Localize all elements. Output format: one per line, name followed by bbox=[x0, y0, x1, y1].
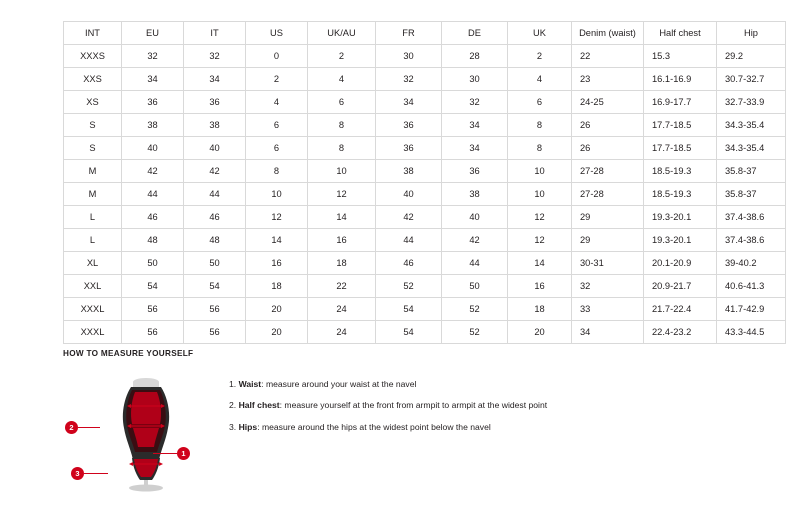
table-cell: 48 bbox=[122, 229, 184, 252]
table-cell: 46 bbox=[184, 206, 246, 229]
table-cell: 30.7-32.7 bbox=[717, 68, 786, 91]
measure-instruction-2 bbox=[229, 401, 547, 410]
table-cell: 36 bbox=[442, 160, 508, 183]
table-header-row bbox=[64, 22, 786, 45]
table-cell: 28 bbox=[442, 45, 508, 68]
table-cell: 20.9-21.7 bbox=[644, 275, 717, 298]
table-cell: 23 bbox=[572, 68, 644, 91]
table-cell: 36 bbox=[376, 137, 442, 160]
instruction-text: : measure around your waist at the navel bbox=[261, 379, 417, 389]
table-cell: 35.8-37 bbox=[717, 183, 786, 206]
table-cell: 6 bbox=[246, 114, 308, 137]
measure-instruction-3 bbox=[229, 423, 547, 432]
table-cell: XXS bbox=[64, 68, 122, 91]
table-cell: 6 bbox=[246, 137, 308, 160]
table-cell: 12 bbox=[246, 206, 308, 229]
table-cell: 54 bbox=[122, 275, 184, 298]
size-chart-table bbox=[63, 21, 786, 344]
column-header-uk-au: UK/AU bbox=[308, 22, 376, 45]
table-cell: 26 bbox=[572, 137, 644, 160]
column-header-eu: EU bbox=[122, 22, 184, 45]
mannequin-illustration-svg bbox=[91, 372, 201, 492]
table-cell: 32 bbox=[376, 68, 442, 91]
table-cell: 39-40.2 bbox=[717, 252, 786, 275]
table-cell: 18.5-19.3 bbox=[644, 183, 717, 206]
table-cell: 8 bbox=[508, 114, 572, 137]
table-cell: 52 bbox=[442, 321, 508, 344]
table-cell: 16 bbox=[508, 275, 572, 298]
bullet-marker-1: 1 bbox=[177, 447, 190, 460]
instruction-number: 3. bbox=[229, 421, 239, 432]
table-cell: 32 bbox=[572, 275, 644, 298]
table-cell: 52 bbox=[376, 275, 442, 298]
table-cell: 40 bbox=[442, 206, 508, 229]
instruction-number: 2. bbox=[229, 400, 239, 411]
table-cell: 12 bbox=[508, 229, 572, 252]
table-cell: 33 bbox=[572, 298, 644, 321]
column-header-uk: UK bbox=[508, 22, 572, 45]
table-cell: 50 bbox=[442, 275, 508, 298]
table-cell: 22 bbox=[572, 45, 644, 68]
table-cell: 30 bbox=[442, 68, 508, 91]
instruction-term: Half chest bbox=[238, 400, 280, 411]
table-cell: M bbox=[64, 160, 122, 183]
size-chart-container bbox=[63, 21, 765, 344]
table-cell: 44 bbox=[376, 229, 442, 252]
table-cell: 4 bbox=[246, 91, 308, 114]
table-cell: 29.2 bbox=[717, 45, 786, 68]
table-cell: 46 bbox=[376, 252, 442, 275]
table-cell: 20 bbox=[246, 321, 308, 344]
table-cell: 18.5-19.3 bbox=[644, 160, 717, 183]
table-head bbox=[64, 22, 786, 45]
table-cell: 14 bbox=[308, 206, 376, 229]
table-cell: 42 bbox=[442, 229, 508, 252]
table-cell: L bbox=[64, 229, 122, 252]
how-to-measure-title: HOW TO MEASURE YOURSELF bbox=[63, 349, 194, 358]
column-header-fr: FR bbox=[376, 22, 442, 45]
table-body bbox=[64, 45, 786, 344]
table-cell: 32 bbox=[442, 91, 508, 114]
table-cell: 24-25 bbox=[572, 91, 644, 114]
table-cell: 38 bbox=[184, 114, 246, 137]
table-cell: 34 bbox=[442, 137, 508, 160]
table-cell: 10 bbox=[246, 183, 308, 206]
table-cell: 37.4-38.6 bbox=[717, 206, 786, 229]
table-cell: 38 bbox=[376, 160, 442, 183]
how-to-measure-section bbox=[63, 349, 743, 492]
table-cell: 38 bbox=[442, 183, 508, 206]
table-cell: 19.3-20.1 bbox=[644, 229, 717, 252]
table-cell: 34 bbox=[184, 68, 246, 91]
bullet-marker-3: 3 bbox=[71, 467, 84, 480]
column-header-it: IT bbox=[184, 22, 246, 45]
instruction-number: 1. bbox=[229, 379, 239, 389]
table-cell: 19.3-20.1 bbox=[644, 206, 717, 229]
table-cell: 54 bbox=[376, 321, 442, 344]
table-cell: 56 bbox=[184, 298, 246, 321]
table-cell: XXL bbox=[64, 275, 122, 298]
table-cell: 22.4-23.2 bbox=[644, 321, 717, 344]
table-cell: 15.3 bbox=[644, 45, 717, 68]
table-cell: 40 bbox=[184, 137, 246, 160]
column-header-us: US bbox=[246, 22, 308, 45]
table-cell: 54 bbox=[184, 275, 246, 298]
table-cell: 43.3-44.5 bbox=[717, 321, 786, 344]
table-row bbox=[64, 137, 786, 160]
table-cell: 35.8-37 bbox=[717, 160, 786, 183]
table-cell: 16.1-16.9 bbox=[644, 68, 717, 91]
table-cell: 27-28 bbox=[572, 183, 644, 206]
table-cell: 42 bbox=[376, 206, 442, 229]
table-cell: 34 bbox=[376, 91, 442, 114]
table-cell: 14 bbox=[246, 229, 308, 252]
table-cell: L bbox=[64, 206, 122, 229]
table-cell: XXXL bbox=[64, 321, 122, 344]
table-row bbox=[64, 298, 786, 321]
table-cell: 42 bbox=[122, 160, 184, 183]
table-cell: XL bbox=[64, 252, 122, 275]
measure-instructions bbox=[229, 380, 547, 444]
table-cell: 50 bbox=[184, 252, 246, 275]
table-cell: M bbox=[64, 183, 122, 206]
column-header-int: INT bbox=[64, 22, 122, 45]
table-cell: 20 bbox=[246, 298, 308, 321]
table-cell: XXXL bbox=[64, 298, 122, 321]
table-cell: 20.1-20.9 bbox=[644, 252, 717, 275]
table-cell: 36 bbox=[184, 91, 246, 114]
table-cell: 2 bbox=[508, 45, 572, 68]
table-cell: 10 bbox=[508, 183, 572, 206]
table-cell: 17.7-18.5 bbox=[644, 114, 717, 137]
table-row bbox=[64, 183, 786, 206]
how-to-measure-body bbox=[63, 368, 743, 492]
table-row bbox=[64, 229, 786, 252]
table-cell: 10 bbox=[508, 160, 572, 183]
table-row bbox=[64, 160, 786, 183]
table-cell: 8 bbox=[308, 114, 376, 137]
table-cell: 29 bbox=[572, 229, 644, 252]
table-cell: 36 bbox=[122, 91, 184, 114]
table-row bbox=[64, 321, 786, 344]
table-cell: 2 bbox=[246, 68, 308, 91]
table-cell: 30-31 bbox=[572, 252, 644, 275]
table-cell: 34.3-35.4 bbox=[717, 114, 786, 137]
table-cell: 6 bbox=[508, 91, 572, 114]
table-cell: 18 bbox=[308, 252, 376, 275]
table-cell: 32 bbox=[184, 45, 246, 68]
table-cell: 2 bbox=[308, 45, 376, 68]
table-cell: 8 bbox=[308, 137, 376, 160]
instruction-text: : measure yourself at the front from armpit to armpit at the widest point bbox=[279, 400, 548, 411]
table-cell: 36 bbox=[376, 114, 442, 137]
table-cell: 29 bbox=[572, 206, 644, 229]
table-cell: 6 bbox=[308, 91, 376, 114]
measure-instruction-1 bbox=[229, 380, 547, 389]
table-cell: 8 bbox=[508, 137, 572, 160]
table-cell: 50 bbox=[122, 252, 184, 275]
table-cell: 32 bbox=[122, 45, 184, 68]
table-cell: 52 bbox=[442, 298, 508, 321]
table-cell: 40.6-41.3 bbox=[717, 275, 786, 298]
table-cell: 22 bbox=[308, 275, 376, 298]
table-cell: 4 bbox=[508, 68, 572, 91]
table-cell: 24 bbox=[308, 298, 376, 321]
table-row bbox=[64, 45, 786, 68]
column-header-hip: Hip bbox=[717, 22, 786, 45]
table-cell: S bbox=[64, 137, 122, 160]
table-row bbox=[64, 252, 786, 275]
table-cell: 8 bbox=[246, 160, 308, 183]
bullet-marker-2: 2 bbox=[65, 421, 78, 434]
table-cell: 42 bbox=[184, 160, 246, 183]
table-cell: 4 bbox=[308, 68, 376, 91]
connector-line-1 bbox=[153, 453, 177, 454]
table-row bbox=[64, 68, 786, 91]
table-cell: 40 bbox=[122, 137, 184, 160]
table-cell: 34.3-35.4 bbox=[717, 137, 786, 160]
table-cell: 17.7-18.5 bbox=[644, 137, 717, 160]
table-cell: 54 bbox=[376, 298, 442, 321]
table-cell: XXXS bbox=[64, 45, 122, 68]
column-header-denim-waist: Denim (waist) bbox=[572, 22, 644, 45]
column-header-de: DE bbox=[442, 22, 508, 45]
table-cell: 34 bbox=[572, 321, 644, 344]
table-cell: 34 bbox=[442, 114, 508, 137]
table-cell: 44 bbox=[122, 183, 184, 206]
table-cell: 48 bbox=[184, 229, 246, 252]
table-cell: 24 bbox=[308, 321, 376, 344]
table-cell: 34 bbox=[122, 68, 184, 91]
connector-line-3 bbox=[84, 473, 108, 474]
mannequin-figure bbox=[69, 372, 201, 492]
table-cell: 40 bbox=[376, 183, 442, 206]
table-cell: 16 bbox=[308, 229, 376, 252]
table-cell: 30 bbox=[376, 45, 442, 68]
table-cell: 44 bbox=[184, 183, 246, 206]
table-cell: 18 bbox=[508, 298, 572, 321]
table-cell: 41.7-42.9 bbox=[717, 298, 786, 321]
table-cell: 32.7-33.9 bbox=[717, 91, 786, 114]
column-header-half-chest: Half chest bbox=[644, 22, 717, 45]
table-cell: 16 bbox=[246, 252, 308, 275]
table-cell: 12 bbox=[308, 183, 376, 206]
table-cell: 37.4-38.6 bbox=[717, 229, 786, 252]
table-cell: 56 bbox=[122, 298, 184, 321]
table-row bbox=[64, 206, 786, 229]
table-cell: 26 bbox=[572, 114, 644, 137]
table-cell: XS bbox=[64, 91, 122, 114]
connector-line-2 bbox=[78, 427, 100, 428]
table-cell: 27-28 bbox=[572, 160, 644, 183]
table-row bbox=[64, 275, 786, 298]
table-row bbox=[64, 114, 786, 137]
table-cell: 10 bbox=[308, 160, 376, 183]
table-cell: 14 bbox=[508, 252, 572, 275]
table-cell: 18 bbox=[246, 275, 308, 298]
instruction-text: : measure around the hips at the widest point below the navel bbox=[257, 421, 491, 432]
instruction-term: Waist bbox=[238, 379, 262, 389]
table-cell: 56 bbox=[184, 321, 246, 344]
table-cell: 0 bbox=[246, 45, 308, 68]
table-cell: 21.7-22.4 bbox=[644, 298, 717, 321]
table-cell: 44 bbox=[442, 252, 508, 275]
table-cell: 46 bbox=[122, 206, 184, 229]
table-cell: 20 bbox=[508, 321, 572, 344]
table-cell: 38 bbox=[122, 114, 184, 137]
table-cell: 56 bbox=[122, 321, 184, 344]
instruction-term: Hips bbox=[238, 421, 258, 432]
table-cell: 12 bbox=[508, 206, 572, 229]
table-cell: S bbox=[64, 114, 122, 137]
table-row bbox=[64, 91, 786, 114]
table-cell: 16.9-17.7 bbox=[644, 91, 717, 114]
